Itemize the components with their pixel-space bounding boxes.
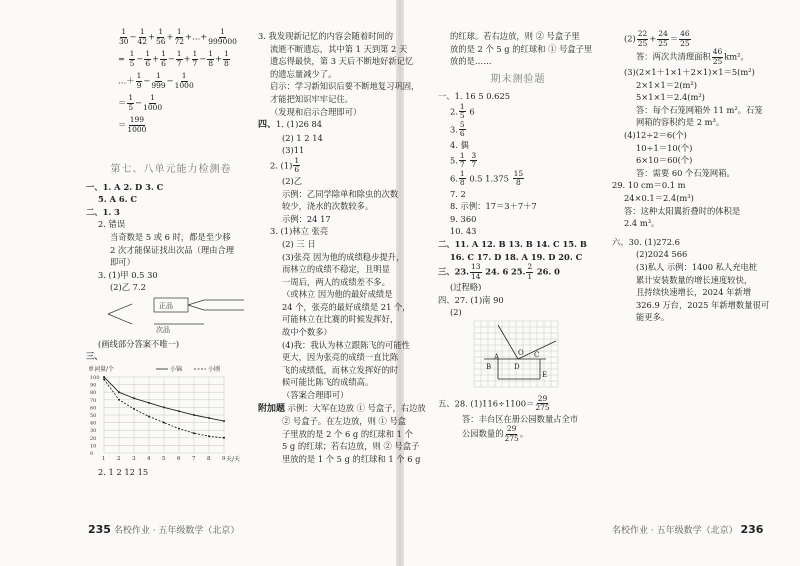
answer-line: 而林立的成绩不稳定，且明显 (282, 264, 390, 275)
answer-line: 示例：24 17 (282, 213, 331, 224)
fraction: $\frac{1}{6}$ (161, 49, 166, 68)
fraction: $\frac{1}{5}$ (459, 101, 465, 121)
x-tick-label: 8 (207, 455, 211, 462)
footer-text: 名校作业 · 五年级数学（北京） (113, 526, 240, 536)
answer-line: 飞的成绩低，而林立发挥好的时 (282, 364, 399, 375)
answer-line: 5. A 6. C (98, 194, 138, 205)
x-tick-label: 7 (192, 455, 196, 462)
fraction: $\frac{22}{25}$ (637, 29, 648, 48)
grid-label: O (518, 348, 524, 357)
answer-line: 子里放的是 2 个 6 g 的红球和 1 个 (282, 428, 413, 439)
x-tick-label: 9 (222, 455, 226, 462)
fraction: $\frac{3}{7}$ (471, 150, 477, 170)
section-label: 四、 (258, 120, 277, 131)
answer-line: 六、30. (1)272.6 (612, 236, 680, 247)
section-title: 期末测验题 (490, 73, 546, 85)
left-footer (88, 523, 239, 536)
legend-entry: 小锦 (170, 365, 183, 373)
math-line-1: $\frac{1}{30}$ − $\frac{1}{42}$ + $\frac{1}{56}$ + $\frac{1}{72}$ +…+ $\frac{1}{999000}$ (119, 27, 237, 46)
answer-line: 即可） (110, 257, 135, 268)
answer-line: 启示：学习新知识后要不断地复习巩固， (270, 81, 420, 92)
fraction: $\frac{1}{5}$ (129, 49, 135, 68)
math-line-5: ＝ $\frac{199}{1000}$ (118, 115, 147, 134)
fraction: $\frac{1}{1000}$ (174, 71, 194, 90)
answer-line: 6. $\frac{1}{8}$ 0.5 1.375 $\frac{15}{8}$ (450, 168, 524, 188)
answer-line: 3. (1)甲 0.5 30 (98, 269, 158, 280)
data-point (118, 399, 120, 401)
answer-line: 24×0.1＝2.4(m³) (624, 192, 694, 203)
fraction: $\frac{1}{6}$ (294, 155, 300, 175)
data-point (163, 406, 165, 408)
fraction: $\frac{5}{6}$ (459, 119, 465, 139)
fraction: $\frac{1}{7}$ (459, 150, 465, 170)
answer-line: (2)2024 566 (636, 249, 688, 260)
grid-label: D (514, 362, 520, 371)
fraction: $\frac{13}{14}$ (471, 262, 481, 281)
fraction: $\frac{1}{999}$ (151, 71, 166, 90)
fraction: $\frac{1}{56}$ (156, 27, 166, 46)
answer-line: 1. (1)26 84 (276, 119, 323, 130)
answer-line: (2)乙 7.2 (110, 282, 146, 293)
data-point (223, 437, 225, 439)
answer-line: 放的是…… (450, 56, 492, 67)
answer-line: 的遗忘量减少了。 (270, 68, 337, 79)
line-chart (86, 363, 251, 463)
answer-line: 29. 10 cm＝0.1 m (612, 180, 686, 191)
answer-line: 公园数量的 $\frac{29}{275}$ 。 (462, 424, 529, 443)
fraction: $\frac{1}{8}$ (208, 49, 214, 68)
tree-label: 正品 (159, 301, 173, 310)
left-col-1b (86, 158, 256, 479)
fraction: $\frac{1}{9}$ (136, 71, 142, 90)
answer-line: 的红球。若右边放，则 ② 号盒子里 (450, 31, 580, 41)
answer-line: 才能把知识牢牢记住。 (270, 93, 353, 104)
data-point (133, 408, 135, 410)
math-line-4: ＝ $\frac{1}{5}$ − $\frac{1}{1000}$ (118, 93, 163, 112)
fraction: $\frac{29}{275}$ (504, 424, 519, 443)
answer-line: 3. (1)林立 张亮 (270, 226, 329, 237)
answer-line: 较少，浇水的次数较多。 (282, 201, 374, 212)
answer-line: 326.9 万台，2025 年新增数量很可 (636, 299, 770, 310)
data-point (103, 378, 105, 380)
data-point (103, 376, 105, 378)
x-tick-label: 4 (147, 455, 151, 462)
answer-line: 网箱的容积约是 2 m³。 (636, 117, 725, 128)
data-point (193, 414, 195, 416)
data-point (208, 435, 210, 437)
fraction: $\frac{15}{8}$ (513, 168, 524, 188)
data-point (223, 420, 225, 422)
x-tick-label: 2 (117, 455, 121, 462)
weighing-tree-diagram (104, 294, 254, 334)
grid-label: E (542, 370, 548, 379)
page-number: 235 (88, 523, 111, 536)
fraction: $\frac{1}{7}$ (176, 49, 182, 68)
fraction: $\frac{1}{1000}$ (143, 93, 163, 112)
grid-label: A (494, 352, 500, 361)
x-tick-label: 5 (162, 455, 166, 462)
answer-line: 9. 360 (450, 213, 477, 224)
answer-line: (4)12÷2＝6(个) (624, 129, 687, 140)
answer-note: (过程略) (450, 282, 482, 293)
answer-line: 三、 (86, 351, 103, 362)
chart-xlabel: 天/天 (226, 455, 241, 463)
y-tick-label: 10 (90, 443, 97, 450)
y-tick-label: 0 (90, 450, 94, 457)
y-tick-label: 80 (90, 389, 97, 396)
answer-line: 故中个数多） (282, 327, 332, 338)
data-point (148, 415, 150, 417)
y-tick-label: 60 (90, 405, 97, 412)
answer-line: 2.4 m³。 (624, 218, 660, 229)
answer-line: 放的是 2 个 5 g 的红球和 ① 号盒子里 (450, 43, 593, 54)
y-tick-label: 100 (90, 374, 100, 381)
answer-line: 二、1. 3 (86, 206, 120, 217)
grid-label: C (534, 350, 540, 359)
answer-line: 一周后，两人的成绩差不多。 (282, 276, 390, 287)
data-point (193, 432, 195, 434)
answer-line: 10÷1＝10(个) (636, 142, 693, 153)
answer-line: （或林立 因为他的最好成绩是 (282, 289, 393, 300)
data-point (178, 427, 180, 429)
y-tick-label: 20 (90, 435, 97, 442)
answer-note: （答案合理即可） (282, 390, 349, 401)
x-tick-label: 3 (132, 455, 136, 462)
answer-line: 2. (1) (270, 160, 293, 171)
answer-line: 一、1. 16 5 0.625 (438, 91, 511, 102)
section-title: 第七、八单元能力检测卷 (110, 164, 232, 175)
answer-line: 当奇数是 5 或 6 时，都是至少移 (110, 231, 231, 242)
left-col-2 (258, 30, 426, 466)
answer-line: (2) (450, 307, 462, 318)
answer-line: 6×10＝60(个) (636, 155, 693, 166)
fraction: $\frac{1}{999000}$ (208, 27, 237, 46)
fraction: $\frac{29}{275}$ (535, 393, 550, 412)
answer-line: 流逝不断遗忘，其中第 1 天到第 2 天 (270, 43, 408, 54)
answer-line: 三、23. $\frac{13}{14}$ 24. 6 25. $\frac{2}{1}$ 26. 0 (438, 262, 560, 281)
math-line-2: = $\frac{1}{5}$ − $\frac{1}{6}$ + $\frac{1}{6}$ − $\frac{1}{7}$ + $\frac{1}{7}$ − $\frac{1}{8}$ + $\frac{1}{8}$ (118, 49, 229, 68)
y-tick-label: 40 (90, 420, 97, 427)
data-point (148, 402, 150, 404)
answer-line: 一、1. A 2. D 3. C (86, 181, 164, 192)
y-tick-label: 70 (90, 397, 97, 404)
page-number: 236 (740, 523, 764, 536)
fraction: $\frac{1}{6}$ (145, 49, 151, 68)
answer-line: (2) 1 2 14 (282, 132, 323, 143)
fraction: $\frac{1}{30}$ (119, 27, 129, 46)
answer-line: 答：这种太阳翼折叠时的体积是 (624, 205, 741, 216)
data-point (118, 391, 120, 393)
chart-ylabel: 单词量/个 (88, 365, 115, 373)
answer-line: 答：需要 60 个石笼网箱。 (636, 167, 735, 178)
answer-line: 遗忘得最快，第 3 天后不断地好新记忆 (270, 56, 414, 67)
answer-line: 五、28. (1)116÷1100＝ $\frac{29}{275}$ (438, 393, 550, 412)
fraction: $\frac{199}{1000}$ (127, 115, 147, 134)
fraction: $\frac{1}{8}$ (224, 49, 229, 68)
math-line-3: …＋ $\frac{1}{9}$ − $\frac{1}{999}$ − $\frac{1}{1000}$ (118, 71, 194, 90)
left-col-1 (118, 28, 258, 134)
answer-line: 2×1×1＝2(m²) (636, 79, 697, 90)
data-point (208, 417, 210, 419)
answer-line: 累计安装数量的增长速度较快， (636, 274, 753, 285)
answer-line: 答：每个石笼网箱外 11 m²。石笼 (636, 104, 763, 115)
answer-line: (2) 三 日 (282, 238, 316, 249)
fraction: $\frac{24}{25}$ (658, 29, 668, 48)
y-tick-label: 90 (90, 382, 97, 389)
fraction: $\frac{1}{5}$ (128, 93, 134, 112)
tree-label: 次品 (156, 325, 170, 334)
data-point (163, 421, 165, 423)
answer-line: 10. 43 (450, 226, 477, 237)
answer-line: (3)私人 示例：1400 私人充电桩 (636, 261, 758, 272)
answer-line: (4)我：我认为林立跟陈飞的可能性 (282, 339, 410, 350)
answer-line: 且持续快速增长，2024 年新增 (636, 287, 752, 298)
fraction: $\frac{1}{42}$ (137, 27, 148, 46)
answer-line: 5×1×1＝2.4(m²) (636, 92, 705, 103)
fraction: $\frac{1}{72}$ (174, 27, 185, 46)
fraction: $\frac{2}{1}$ (527, 262, 533, 281)
answer-line: 示例：乙同学除单和除虫的次数 (282, 188, 399, 199)
coordinate-grid (468, 319, 563, 391)
answer-line: 5. $\frac{1}{7}$ $\frac{3}{7}$ (450, 150, 477, 170)
right-col-2 (612, 30, 782, 324)
x-tick-label: 1 (102, 455, 106, 462)
answer-line: (3)张亮 因为他的成绩稳步提升， (282, 251, 405, 262)
answer-line: 4. 偶 (450, 139, 469, 150)
right-footer (612, 523, 763, 536)
fraction: $\frac{1}{7}$ (192, 49, 198, 68)
answer-line: 16. C 17. D 18. A 19. D 20. C (450, 251, 583, 262)
answer-line: (3)(2×1＋1×1＋2×1)×1＝5(m²) (624, 67, 755, 77)
answer-line: 8. 示例：17＝3＋7＋7 (450, 201, 537, 212)
fraction: $\frac{1}{8}$ (459, 168, 465, 188)
answer-line: 四、27. (1)南 90 (438, 294, 504, 305)
answer-line: 2. 错误 (98, 219, 126, 230)
answer-line: 7. 2 (450, 188, 466, 199)
data-point (133, 397, 135, 399)
answer-line: 2. 1 2 12 15 (98, 467, 149, 478)
answer-line: (2) $\frac{22}{25}$ + $\frac{24}{25}$ ＝ $\frac{46}{25}$ (624, 29, 690, 48)
answer-line: 候可能比陈飞的成绩高。 (282, 377, 374, 388)
answer-line: 可能林立在比赛的时候发挥好， (282, 314, 399, 325)
answer-line: (2)乙 (282, 175, 303, 186)
answer-line: 答：丰台区在册公园数量占全市 (462, 413, 579, 424)
data-point (178, 410, 180, 412)
answer-line: (3)11 (282, 145, 305, 156)
answer-line: 能更多。 (636, 312, 670, 323)
fraction: $\frac{46}{25}$ (712, 47, 723, 66)
legend-entry: 小刚 (208, 365, 221, 373)
y-tick-label: 30 (90, 427, 97, 434)
y-tick-label: 50 (90, 412, 97, 419)
answer-note: (画线部分答案不唯一) (98, 338, 180, 349)
answer-line: 3. $\frac{5}{6}$ (450, 119, 465, 139)
footer-text: 名校作业 · 五年级数学（北京） (612, 526, 738, 536)
answer-line: 2 次才能保证找出次品（理由合理 (110, 244, 235, 255)
answer-note: （发现和启示合理即可） (270, 106, 362, 117)
answer-line: 3. 我发现新记忆的内容会随着时间的 (258, 31, 394, 41)
answer-line: ② 号盒子。在左边放，则 ① 号盒 (282, 416, 407, 427)
fraction: $\frac{46}{25}$ (680, 29, 690, 48)
answer-line: 5 g 的红球；若右边放，则 ② 号盒子 (282, 441, 420, 452)
answer-line: 里放的是 1 个 5 g 的红球和 1 个 6 g (282, 454, 421, 464)
section-label: 附加题 (258, 403, 286, 414)
answer-line: 2. $\frac{1}{5}$ 6 (450, 101, 475, 121)
x-tick-label: 6 (177, 455, 181, 462)
answer-line: 示例：大军在边放 ① 号盒子，右边放 (287, 402, 426, 413)
answer-line: 24 个，张亮的最好成绩是 21 个， (282, 301, 411, 312)
answer-line: 二、11. A 12. B 13. B 14. C 15. B (438, 238, 587, 249)
answer-line: 更大，因为张亮的成绩一直比陈 (282, 352, 399, 363)
right-col-1 (438, 30, 598, 443)
answer-line: 答：两次共清理面积 $\frac{46}{25}$ km²。 (636, 47, 749, 66)
grid-label: B (486, 362, 492, 371)
